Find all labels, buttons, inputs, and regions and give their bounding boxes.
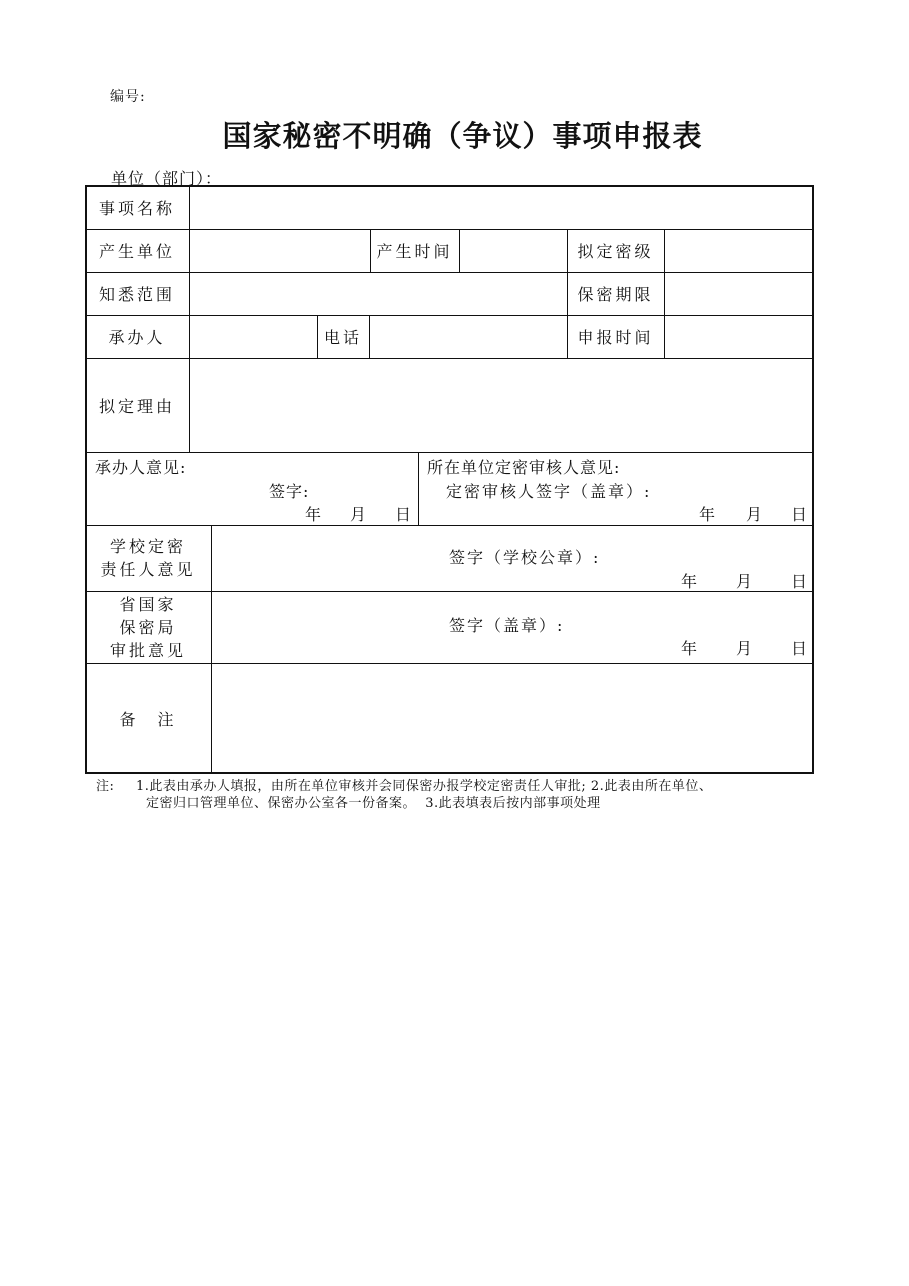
- footnote-line-2: 定密归口管理单位、保密办公室各一份备案。 3.此表填表后按内部事项处理: [146, 796, 601, 811]
- bureau-date-year: 年: [681, 639, 699, 658]
- bureau-opinion-label-line1: 省国家: [119, 594, 177, 614]
- school-date-day: 日: [791, 572, 809, 591]
- item-name-label: 事项名称: [98, 198, 175, 218]
- school-opinion-label-line1: 学校定密: [109, 537, 186, 556]
- scope-label: 知悉范围: [98, 285, 175, 304]
- scope-field[interactable]: [190, 272, 567, 315]
- handler-opinion-label: 承办人意见:: [95, 458, 187, 477]
- reason-field[interactable]: [190, 358, 814, 452]
- handler-field[interactable]: [190, 315, 317, 358]
- footnote-line-1: 1.此表由承办人填报，由所在单位审核并会同保密办报学校定密责任人审批; 2.此表由所在单位、: [136, 779, 713, 794]
- handler-label: 承办人: [108, 328, 166, 347]
- bureau-opinion-label-line2: 保密局: [119, 617, 177, 637]
- bureau-date-day: 日: [791, 639, 809, 658]
- unit-date-year: 年: [699, 505, 717, 524]
- report-time-field[interactable]: [665, 315, 814, 358]
- origin-time-label: 产生时间: [376, 242, 453, 261]
- proposed-level-label: 拟定密级: [577, 242, 654, 261]
- form-title: 国家秘密不明确（争议）事项申报表: [222, 119, 703, 153]
- reason-label: 拟定理由: [98, 396, 175, 416]
- handler-date-month: 月: [350, 505, 368, 524]
- unit-date-day: 日: [791, 505, 809, 524]
- school-date-month: 月: [736, 572, 754, 591]
- unit-department-label: 单位（部门）：: [111, 169, 223, 188]
- school-date-year: 年: [681, 572, 699, 591]
- report-time-label: 申报时间: [577, 328, 654, 347]
- declaration-form-table: [85, 185, 814, 774]
- proposed-level-field[interactable]: [665, 229, 814, 272]
- school-opinion-label-line2: 责任人意见: [100, 560, 196, 579]
- handler-sign-label: 签字:: [269, 482, 310, 501]
- phone-field[interactable]: [370, 315, 567, 358]
- remarks-field[interactable]: [212, 663, 814, 774]
- school-opinion-label: [85, 525, 211, 591]
- bureau-opinion-label: [85, 591, 211, 663]
- period-label: 保密期限: [577, 285, 654, 304]
- bureau-date-month: 月: [736, 639, 754, 658]
- handler-date-year: 年: [305, 505, 323, 524]
- origin-unit-label: 产生单位: [98, 242, 175, 261]
- row-divider: [85, 452, 814, 453]
- column-divider: [418, 452, 419, 525]
- item-name-field[interactable]: [190, 185, 814, 229]
- unit-sign-label: 定密审核人签字（盖章）:: [446, 482, 652, 501]
- bureau-sign-label: 签字（盖章）:: [449, 616, 565, 635]
- phone-label: 电话: [323, 328, 362, 347]
- handler-date-day: 日: [395, 505, 413, 524]
- unit-date-month: 月: [746, 505, 764, 524]
- origin-time-field[interactable]: [460, 229, 567, 272]
- school-sign-label: 签字（学校公章）:: [449, 548, 601, 567]
- serial-number-label: 编号:: [110, 89, 146, 105]
- bureau-opinion-label-line3: 审批意见: [109, 640, 186, 660]
- origin-unit-field[interactable]: [190, 229, 370, 272]
- period-field[interactable]: [665, 272, 814, 315]
- remarks-label: 备 注: [119, 710, 177, 729]
- unit-opinion-label: 所在单位定密审核人意见:: [427, 458, 621, 477]
- footnote-prefix: 注:: [96, 779, 115, 794]
